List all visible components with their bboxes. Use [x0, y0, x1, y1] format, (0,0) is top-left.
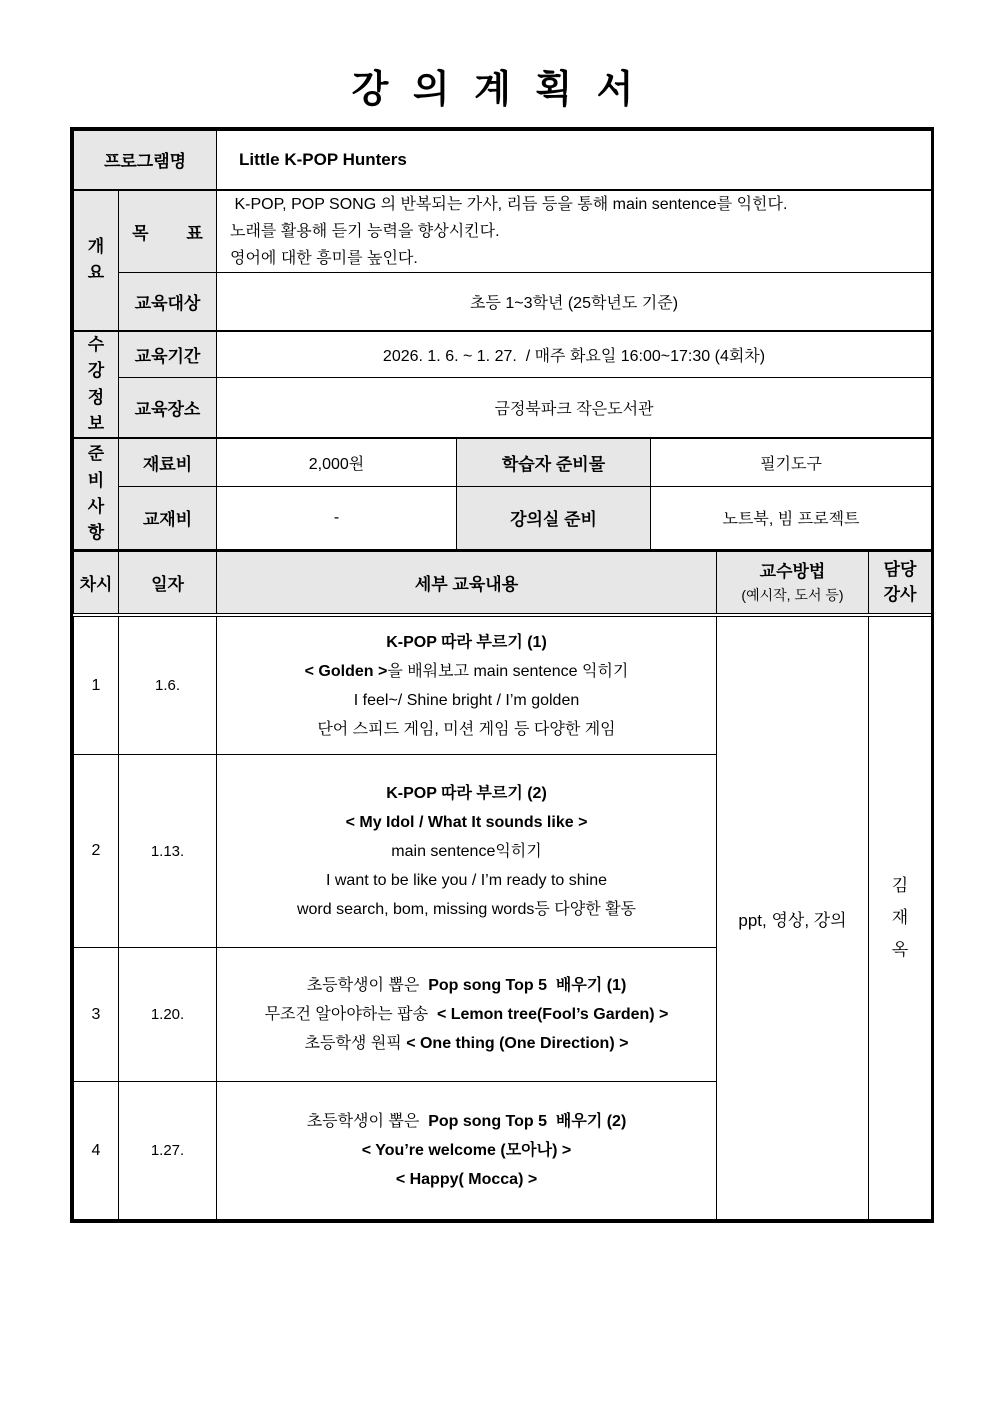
goal-line: K-POP, POP SONG 의 반복되는 가사, 리듬 등을 통해 main sentence를 익힌다.	[230, 195, 788, 213]
session-date: 1.6.	[119, 615, 217, 755]
schedule-row-1	[74, 615, 932, 755]
goal-label: 목 표	[119, 190, 217, 273]
page-title: 강 의 계 획 서	[351, 69, 641, 111]
session-content: K-POP 따라 부르기 (2) < My Idol / What It sounds like > main sentence익히기 I want to be like you / I’m ready to shine word search, bom, missing words등 다양한 활동	[217, 755, 717, 948]
schedule-table	[73, 550, 932, 1221]
session-date: 1.27.	[119, 1082, 217, 1220]
session-content: K-POP 따라 부르기 (1) < Golden >을 배워보고 main sentence 익히기 I feel~/ Shine bright / I’m golden 단어 스피드 게임, 미션 게임 등 다양한 게임	[217, 615, 717, 755]
session-number: 3	[74, 948, 119, 1082]
program-label: 프로그램명	[74, 131, 217, 190]
place-value: 금정북파크 작은도서관	[217, 378, 932, 439]
session-date: 1.20.	[119, 948, 217, 1082]
supplies-label: 학습자 준비물	[457, 438, 651, 486]
teaching-method-value: ppt, 영상, 강의	[717, 615, 869, 1220]
goal-line: 영어에 대한 흥미를 높인다.	[230, 249, 418, 267]
material-fee-row	[74, 438, 932, 486]
period-row	[74, 331, 932, 378]
goal-row	[74, 190, 932, 273]
course-section-label: 수강정보	[74, 331, 119, 438]
room-prep-value: 노트북, 빔 프로젝트	[651, 486, 932, 549]
period-value: 2026. 1. 6. ~ 1. 27. / 매주 화요일 16:00~17:30 (4회차)	[217, 331, 932, 378]
supplies-value: 필기도구	[651, 438, 932, 486]
session-date: 1.13.	[119, 755, 217, 948]
session-number: 1	[74, 615, 119, 755]
session-content: 초등학생이 뽑은 Pop song Top 5 배우기 (1) 무조건 알아야하는 팝송 < Lemon tree(Fool’s Garden) > 초등학생 원픽 < One thing (One Direction) >	[217, 948, 717, 1082]
info-table	[73, 130, 932, 550]
session-number: 2	[74, 755, 119, 948]
place-label: 교육장소	[119, 378, 217, 439]
material-fee-label: 재료비	[119, 438, 217, 486]
program-row	[74, 131, 932, 190]
session-header: 차시	[74, 551, 119, 615]
session-content: 초등학생이 뽑은 Pop song Top 5 배우기 (2) < You’re welcome (모아나) > < Happy( Mocca) >	[217, 1082, 717, 1220]
overview-section-label: 개요	[74, 190, 119, 332]
date-header: 일자	[119, 551, 217, 615]
session-number: 4	[74, 1082, 119, 1220]
instructor-name: 김재옥	[869, 615, 932, 1220]
goal-line: 노래를 활용해 듣기 능력을 향상시킨다.	[230, 222, 500, 240]
target-value: 초등 1~3학년 (25학년도 기준)	[217, 272, 932, 331]
textbook-fee-label: 교재비	[119, 486, 217, 549]
content-header: 세부 교육내용	[217, 551, 717, 615]
room-prep-label: 강의실 준비	[457, 486, 651, 549]
lecture-plan-table	[70, 127, 934, 1223]
textbook-fee-value: -	[217, 486, 457, 549]
goal-value	[217, 190, 932, 273]
instructor-header: 담당강사	[869, 551, 932, 615]
textbook-fee-row	[74, 486, 932, 549]
program-value: Little K-POP Hunters	[217, 131, 932, 190]
method-header: 교수방법 (예시작, 도서 등)	[717, 551, 869, 615]
period-label: 교육기간	[119, 331, 217, 378]
prep-section-label: 준비사항	[74, 438, 119, 549]
place-row	[74, 378, 932, 439]
material-fee-value: 2,000원	[217, 438, 457, 486]
target-row	[74, 272, 932, 331]
schedule-header-row	[74, 551, 932, 615]
target-label: 교육대상	[119, 272, 217, 331]
